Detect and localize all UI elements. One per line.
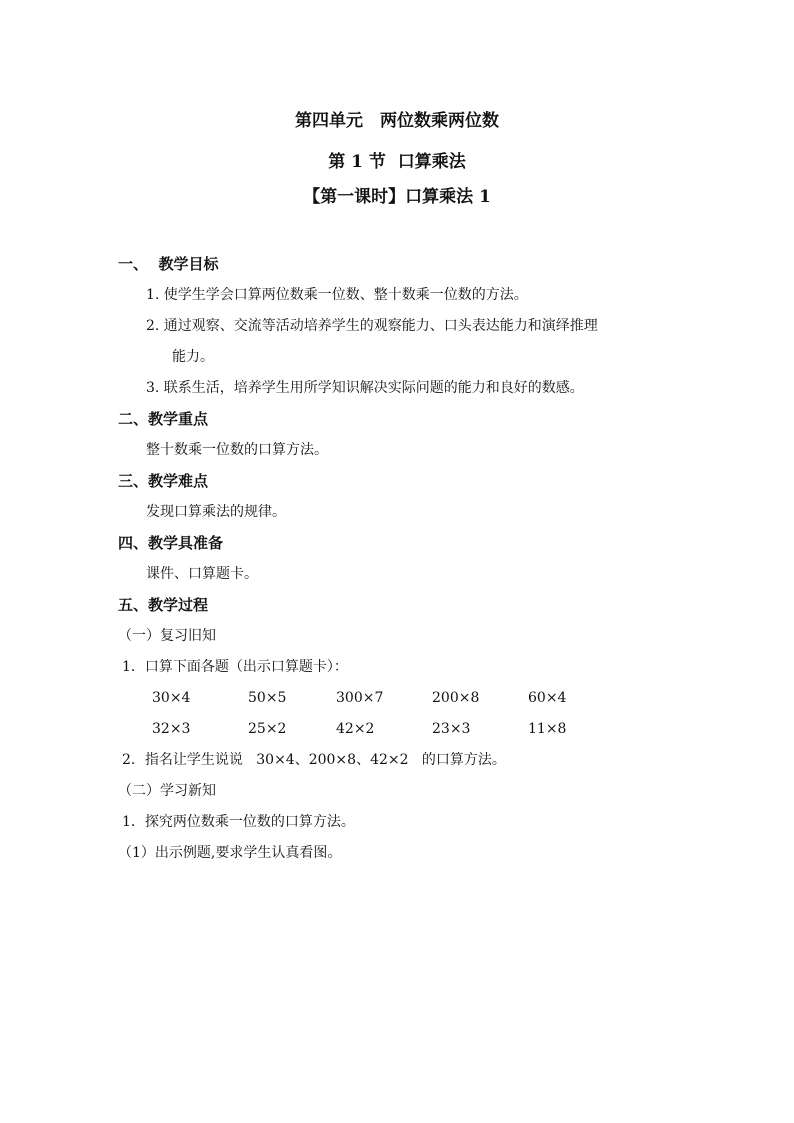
- review-step-1: 1．口算下面各题（出示口算题卡）：: [122, 659, 348, 675]
- difficulties-text: 发现口算乘法的规律。: [146, 504, 286, 520]
- goal-item-2-line-2: 能力。: [172, 349, 214, 365]
- goal-item-3: 3. 联系生活，培养学生用所学知识解决实际问题的能力和良好的数感。: [146, 380, 584, 396]
- materials-heading: 四、教学具准备: [118, 534, 224, 552]
- lesson-title: 【第一课时】口算乘法 1: [303, 187, 491, 207]
- calc-row1-item-3: 300×7: [336, 690, 384, 706]
- calc-row2-item-4: 23×3: [432, 721, 471, 737]
- calc-row1-item-1: 30×4: [152, 690, 191, 706]
- calc-row2-item-2: 25×2: [248, 721, 287, 737]
- calc-row2-item-1: 32×3: [152, 721, 191, 737]
- calc-row2-item-5: 11×8: [528, 721, 567, 737]
- unit-title: 第四单元 两位数乘两位数: [295, 111, 499, 131]
- key-points-heading: 二、教学重点: [118, 410, 209, 428]
- calc-row1-item-4: 200×8: [432, 690, 480, 706]
- difficulties-heading: 三、教学难点: [118, 472, 209, 490]
- materials-text: 课件、口算题卡。: [146, 566, 258, 582]
- goal-item-1: 1. 使学生学会口算两位数乘一位数、整十数乘一位数的方法。: [146, 287, 528, 303]
- process-heading: 五、教学过程: [118, 596, 209, 614]
- new-step-1-sub: （1）出示例题,要求学生认真看图。: [118, 845, 342, 861]
- calc-row2-item-3: 42×2: [336, 721, 375, 737]
- new-knowledge-heading: （二）学习新知: [118, 783, 216, 799]
- calc-row1-item-5: 60×4: [528, 690, 567, 706]
- review-step-2: 2．指名让学生说说 30×4、200×8、42×2 的口算方法。: [122, 752, 506, 768]
- new-step-1: 1．探究两位数乘一位数的口算方法。: [122, 814, 355, 830]
- review-heading: （一）复习旧知: [118, 628, 216, 644]
- calc-row1-item-2: 50×5: [248, 690, 287, 706]
- goal-item-2-line-1: 2. 通过观察、交流等活动培养学生的观察能力、口头表达能力和演绎推理: [146, 318, 598, 334]
- section-title: 第 1 节 口算乘法: [328, 152, 466, 172]
- goals-heading: 一、 教学目标: [118, 255, 219, 273]
- key-points-text: 整十数乘一位数的口算方法。: [146, 442, 328, 458]
